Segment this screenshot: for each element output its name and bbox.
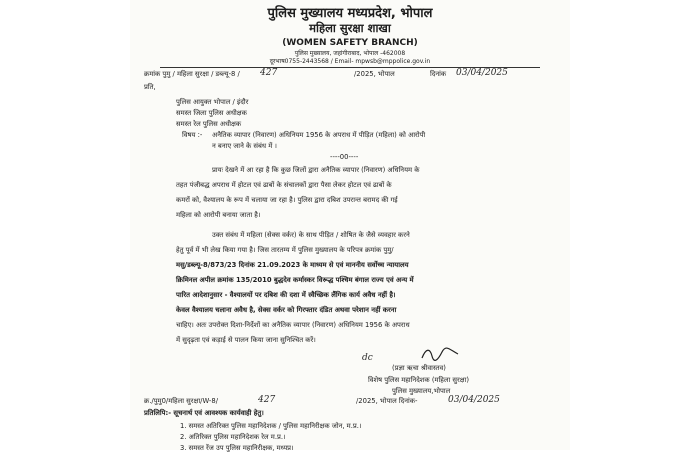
document-page [130, 0, 570, 450]
recipient-line: पुलिस आयुक्त भोपाल / इंदौर [176, 98, 249, 106]
paragraph-line: हेतु पूर्व में भी लेख किया गया है। जिस तारतम्य में पुलिस मुख्यालय के परिपत्र क्रमांक पुमु/ [176, 246, 394, 254]
letterhead-branch-english: (WOMEN SAFETY BRANCH) [282, 38, 418, 48]
reference-date-label: दिनांक [430, 70, 447, 78]
copy-reference: क्र./पुमु0/महिला सुरक्षा/W-8/ [144, 397, 218, 405]
copy-list-item: 3. समस्त रेंज उप पुलिस महानिरीक्षक, मध्यप्र। [180, 444, 294, 452]
paragraph-line: क्रिमिनल अपील क्रमांक 135/2010 बुद्धदेव कर्मास्कर विरूद्ध पश्चिम बंगाल राज्य एवं अन्य में [176, 276, 414, 284]
reference-number: क्रमांक पुमु / महिला सुरक्षा / डब्ल्यू-8 / [144, 70, 240, 78]
signature-mark [420, 346, 460, 362]
subject-line: अनैतिक व्यापार (निवारण) अधिनियम 1956 के अपराध में पीड़ित (महिला) को आरोपी [212, 131, 426, 139]
reference-handwritten-date: 03/04/2025 [456, 68, 508, 78]
paragraph-line: केवल वैश्यालय चलाना अवैध है, सेक्स वर्कर को गिरफ्तार दंडित अथवा परेशान नहीं करना [176, 306, 397, 314]
copy-reference-date: /2025, भोपाल दिनांक- [356, 397, 418, 405]
copy-handwritten-date: 03/04/2025 [448, 395, 500, 405]
paragraph-line: उक्त संबंध में महिला (सेक्स वर्कर) के साथ पीड़ित / शोषित के जैसे व्यवहार करने [212, 231, 410, 239]
paragraph-line: महिला को आरोपी बनाया जाता है। [176, 211, 261, 219]
subject-line: न बनाए जाने के संबंध में । [212, 142, 277, 150]
copy-heading: प्रतिलिपि:- सूचनार्थ एवं आवश्यक कार्यवाही हेतु। [144, 409, 264, 417]
recipient-line: समस्त रेल पुलिस अधीक्षक [176, 120, 242, 128]
letterhead-address: पुलिस मुख्यालय, जहांगीराबाद, भोपाल -462008 [294, 50, 406, 57]
signatory-office: पुलिस मुख्यालय,भोपाल [392, 387, 451, 395]
recipient-line: समस्त जिला पुलिस अधीक्षक [176, 109, 247, 117]
section-divider: ----00---- [330, 153, 359, 161]
paragraph-line: में सुदृढ़ता एवं कड़ाई से पालन किया जाना सुनिश्चित करें। [176, 336, 316, 344]
paragraph-line: प्रायः देखने में आ रहा है कि कुछ जिलों द्वारा अनैतिक व्यापार (निवारण) अधिनियम के [212, 166, 420, 174]
copy-handwritten-number: 427 [258, 395, 276, 405]
copy-list-item: 1. समस्त अतिरिक्त पुलिस महानिदेशक / पुलिस महानिरीक्षक जोन, म.प्र.। [180, 422, 362, 430]
subject-label: विषय :- [182, 131, 203, 139]
letterhead-branch: महिला सुरक्षा शाखा [309, 21, 391, 35]
paragraph-line: तहत पंजीबद्ध अपराध में होटल एवं ढाबों के संचालकों द्वारा पैसा लेकर होटल एवं ढाबों के [176, 181, 392, 189]
signatory-name: (प्रज्ञा ऋचा श्रीवास्तव) [392, 364, 446, 372]
letterhead-title: पुलिस मुख्यालय मध्यप्रदेश, भोपाल [267, 6, 433, 21]
copy-list-item: 2. अतिरिक्त पुलिस महानिदेशक रेल म.प्र.। [180, 433, 286, 441]
signatory-designation: विशेष पुलिस महानिदेशक (महिला सुरक्षा) [368, 376, 470, 384]
paragraph-line: पारित आदेशानुसार - वैश्यालयों पर दबिश की दशा में स्वैच्छिक लैंगिक कार्य अवैध नहीं है। [176, 291, 396, 299]
letterhead-contact: दूरभाष0755-2443568 / Email- mpwsb@mppolice.gov.in [269, 58, 431, 65]
reference-year: /2025, भोपाल [354, 70, 395, 78]
paragraph-line: चाहिए। अतः उपरोक्त दिशा-निर्देशों का अनैतिक व्यापार (निवारण) अधिनियम 1956 के अपराध [176, 321, 410, 329]
paragraph-line: कमरों को, वैश्यालय के रूप में चलाया जा रहा है। पुलिस द्वारा दबिश उपरान्त बरामद की गई [176, 196, 398, 204]
reference-handwritten-number: 427 [260, 68, 278, 78]
signature-initials: dc [362, 353, 373, 363]
paragraph-line: मसु/डब्ल्यू-8/873/23 दिनांक 21.09.2023 के माध्यम से एवं माननीय सर्वोच्च न्यायालय [176, 261, 409, 269]
addressee-label: प्रति, [144, 83, 156, 91]
